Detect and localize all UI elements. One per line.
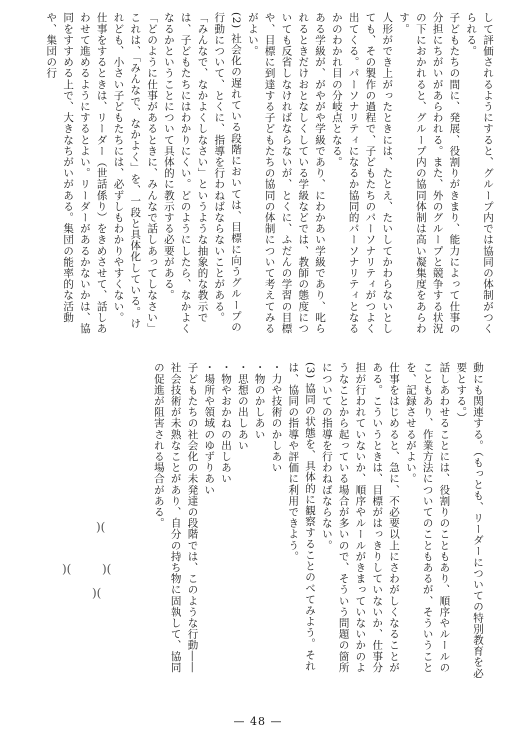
margin-marks [62, 520, 142, 600]
paragraph: 話しあわせることには、役割りのこともあり、順序やルールのこともあり、作業方法についてのこともあるが、そういうことを、記録させるがよい。 [404, 362, 451, 673]
paragraph: 子どもたちの間に、発展、役割りがきまり、能力によって仕事の分担にちがいがあらわれる。また、外のグループと競争する状況の下におかれると、グループ内の協同体制は高い凝集度をあらわす。 [398, 12, 461, 334]
upper-text-block [20, 12, 496, 334]
margin-mark: )( [92, 586, 102, 600]
margin-mark: )( [96, 520, 106, 534]
paragraph: して評価されるようにすると、グループ内では協同の体制がつくられる。 [465, 12, 494, 334]
paragraph: 人形ができ上がったときには、たとえ、たいしてかわらないとしても、その製作の過程で、子どもたちのパーソナリティがつよく出てくる。パーソナリティになるか協同的パーソナリティとなるかのわかれ目の分岐点となる。 [330, 12, 394, 334]
margin-mark: )( [102, 562, 112, 576]
list-item: ・思想の出しあい [236, 362, 249, 451]
paragraph: ある学級が、がやがや学級であり、にわかあい学級であり、叱られるときだけおとなしくしている学級などでは、教師の態度についても反省しなければならないが、とくに、ふだんの学習の目標や、目標に到達する子どもたちの協同の体制について考えてみるがよい。 [246, 12, 327, 334]
paragraph: 動にも関連する。（もっとも、リーダーについての特別教育を必要とする。） [455, 362, 484, 679]
section-heading-paragraph: (2) 社会化の遅れている段階においては、目標に向うグループの行動について、とくに、指導を行わねばならないことがある。「みんなで、なかよくしなさい」というような抽象的な教示では、子どもたちにはわかりにくい。どのようにしたら、なかよくなるかということについて具体的に教示する必要がある。 [162, 12, 243, 334]
lower-text-block [152, 362, 486, 680]
paragraph: 仕事をはじめると、急に、不必要以上にさわがしくなることがある。こういうときは、目標がはっきりしていないか、仕事分担が行われていないか、順序やルールがきまっていないかのようなことから起っている場合が多いので、そういう問題の箇所についての指導を行わねばならない。 [320, 362, 401, 673]
paragraph: 仕事をするときは、リーダー（世話係り）をきめさせて、話しあわせて進めるようにするとよい。リーダーがあるかないかは、協同をすすめる上で、大きなちがいがある。集団の能率的な活動や、集団の行 [45, 12, 108, 334]
list-item: ・物のかしあい [253, 362, 266, 440]
section-heading-paragraph: (3) 協同の状態を、具体的に観察することのべてみよう。それは、協同の指導や評価に利用できよう。 [287, 362, 317, 672]
list-item: ・力や技術のかしあい [270, 362, 283, 473]
paragraph: 子どもたちの社会化の未発達の段階では、このような行動――社会技術が未熟なことがあり、自分の持ち物に固執して、協同の促進が阻害される場合がある。 [152, 362, 199, 673]
margin-mark: )( [62, 562, 72, 576]
paragraph: 「どのように仕事があるときに、みんなで話しあってしなさい」これは、「みんなで、なかよく」を、一段と具体化している。けれども、小さい子どもたちには、必ずしもわかりやすくない。 [112, 12, 159, 334]
page-number: — 48 — [233, 715, 283, 728]
list-item: ・物やおかねの出しあい [220, 362, 233, 485]
list-item: ・場所や領域のゆずりあい [203, 362, 216, 496]
